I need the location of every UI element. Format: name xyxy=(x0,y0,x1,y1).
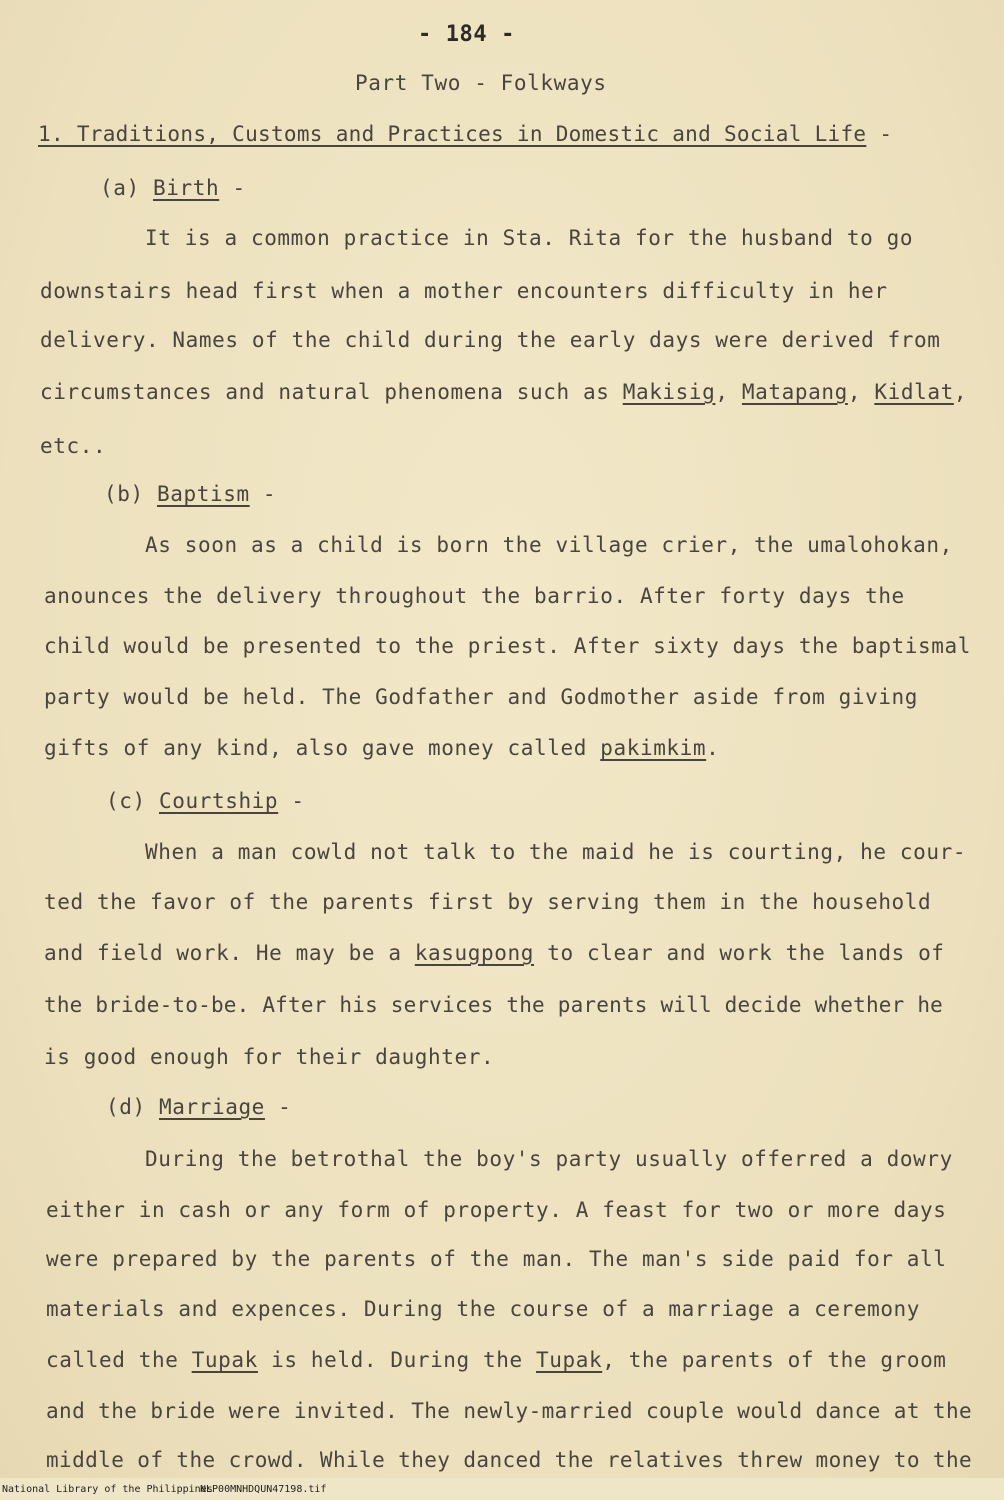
text-line: were prepared by the parents of the man. The man's side paid for all xyxy=(46,1247,947,1271)
text-line: party would be held. The Godfather and Godmother aside from giving xyxy=(44,685,919,709)
heading-text: Baptism xyxy=(156,482,250,506)
text-line: anounces the delivery throughout the barrio. After forty days the xyxy=(44,584,905,608)
part-title: Part Two - Folkways xyxy=(355,71,607,95)
heading-text: Birth xyxy=(152,176,220,200)
text-line: It is a common practice in Sta. Rita for the husband to go xyxy=(145,226,914,250)
section-title: 1. Traditions, Customs and Practices in Domestic and Social Life xyxy=(38,122,867,146)
page-number: - 184 - xyxy=(418,22,515,47)
heading-marriage xyxy=(106,1095,291,1119)
scan-footer xyxy=(0,1478,1004,1500)
text-run: , xyxy=(953,380,968,404)
heading-label: (b) xyxy=(104,482,157,506)
term-underlined: kasugpong xyxy=(414,941,535,965)
text-run: circumstances and natural phenomena such as xyxy=(40,380,623,404)
text-line: either in cash or any form of property. A feast for two or more days xyxy=(46,1198,947,1222)
term-underlined: Kidlat xyxy=(874,380,954,404)
footer-file-id: NLP00MNHDQUN47198.tif xyxy=(200,1484,327,1495)
heading-baptism xyxy=(104,482,276,506)
heading-text: Marriage xyxy=(158,1095,265,1119)
section-title-line xyxy=(38,122,892,146)
term-underlined: Tupak xyxy=(191,1348,258,1372)
text-run: and field work. He may be a xyxy=(44,941,415,965)
text-line: the bride-to-be. After his services the parents will decide whether he xyxy=(44,993,944,1017)
heading-dash: - xyxy=(264,1095,292,1119)
heading-courtship xyxy=(106,789,305,813)
text-line: During the betrothal the boy's party usually offerred a dowry xyxy=(145,1147,953,1171)
text-line: etc.. xyxy=(40,434,107,458)
text-run: , the parents of the groom xyxy=(602,1348,947,1372)
text-line: ted the favor of the parents first by serving them in the household xyxy=(44,890,932,914)
text-line: When a man cowld not talk to the maid he is courting, he cour- xyxy=(145,840,967,864)
section-dash: - xyxy=(879,122,893,146)
text-run: to clear and work the lands of xyxy=(534,941,945,965)
term-underlined: Tupak xyxy=(536,1348,603,1372)
heading-label: (a) xyxy=(100,176,153,200)
heading-label: (c) xyxy=(106,789,159,813)
footer-library: National Library of the Philippines xyxy=(2,1484,213,1495)
heading-text: Courtship xyxy=(158,789,279,813)
text-run: , xyxy=(847,380,875,404)
text-line xyxy=(40,380,967,404)
text-line: materials and expences. During the course of a marriage a ceremony xyxy=(46,1297,921,1321)
heading-dash: - xyxy=(219,176,246,200)
text-run: . xyxy=(706,736,720,760)
text-line: As soon as a child is born the village crier, the umalohokan, xyxy=(145,533,953,557)
heading-dash: - xyxy=(249,482,277,506)
text-line: middle of the crowd. While they danced the relatives threw money to the xyxy=(46,1448,973,1472)
term-underlined: pakimkim xyxy=(600,736,707,760)
heading-label: (d) xyxy=(106,1095,159,1119)
text-line: delivery. Names of the child during the early days were derived from xyxy=(40,328,941,352)
text-line xyxy=(46,1348,947,1372)
text-run: is held. During the xyxy=(257,1348,537,1372)
text-run: gifts of any kind, also gave money called xyxy=(44,736,601,760)
text-line: child would be presented to the priest. After sixty days the baptismal xyxy=(44,634,972,658)
text-run: called the xyxy=(46,1348,192,1372)
text-line xyxy=(44,941,945,965)
term-underlined: Matapang xyxy=(741,380,848,404)
text-line: and the bride were invited. The newly-married couple would dance at the xyxy=(46,1399,973,1423)
text-line: is good enough for their daughter. xyxy=(44,1045,495,1069)
text-run: , xyxy=(715,380,742,404)
heading-dash: - xyxy=(278,789,305,813)
term-underlined: Makisig xyxy=(622,380,716,404)
heading-birth xyxy=(100,176,246,200)
text-line xyxy=(44,736,719,760)
text-line: downstairs head first when a mother encounters difficulty in her xyxy=(40,279,888,303)
